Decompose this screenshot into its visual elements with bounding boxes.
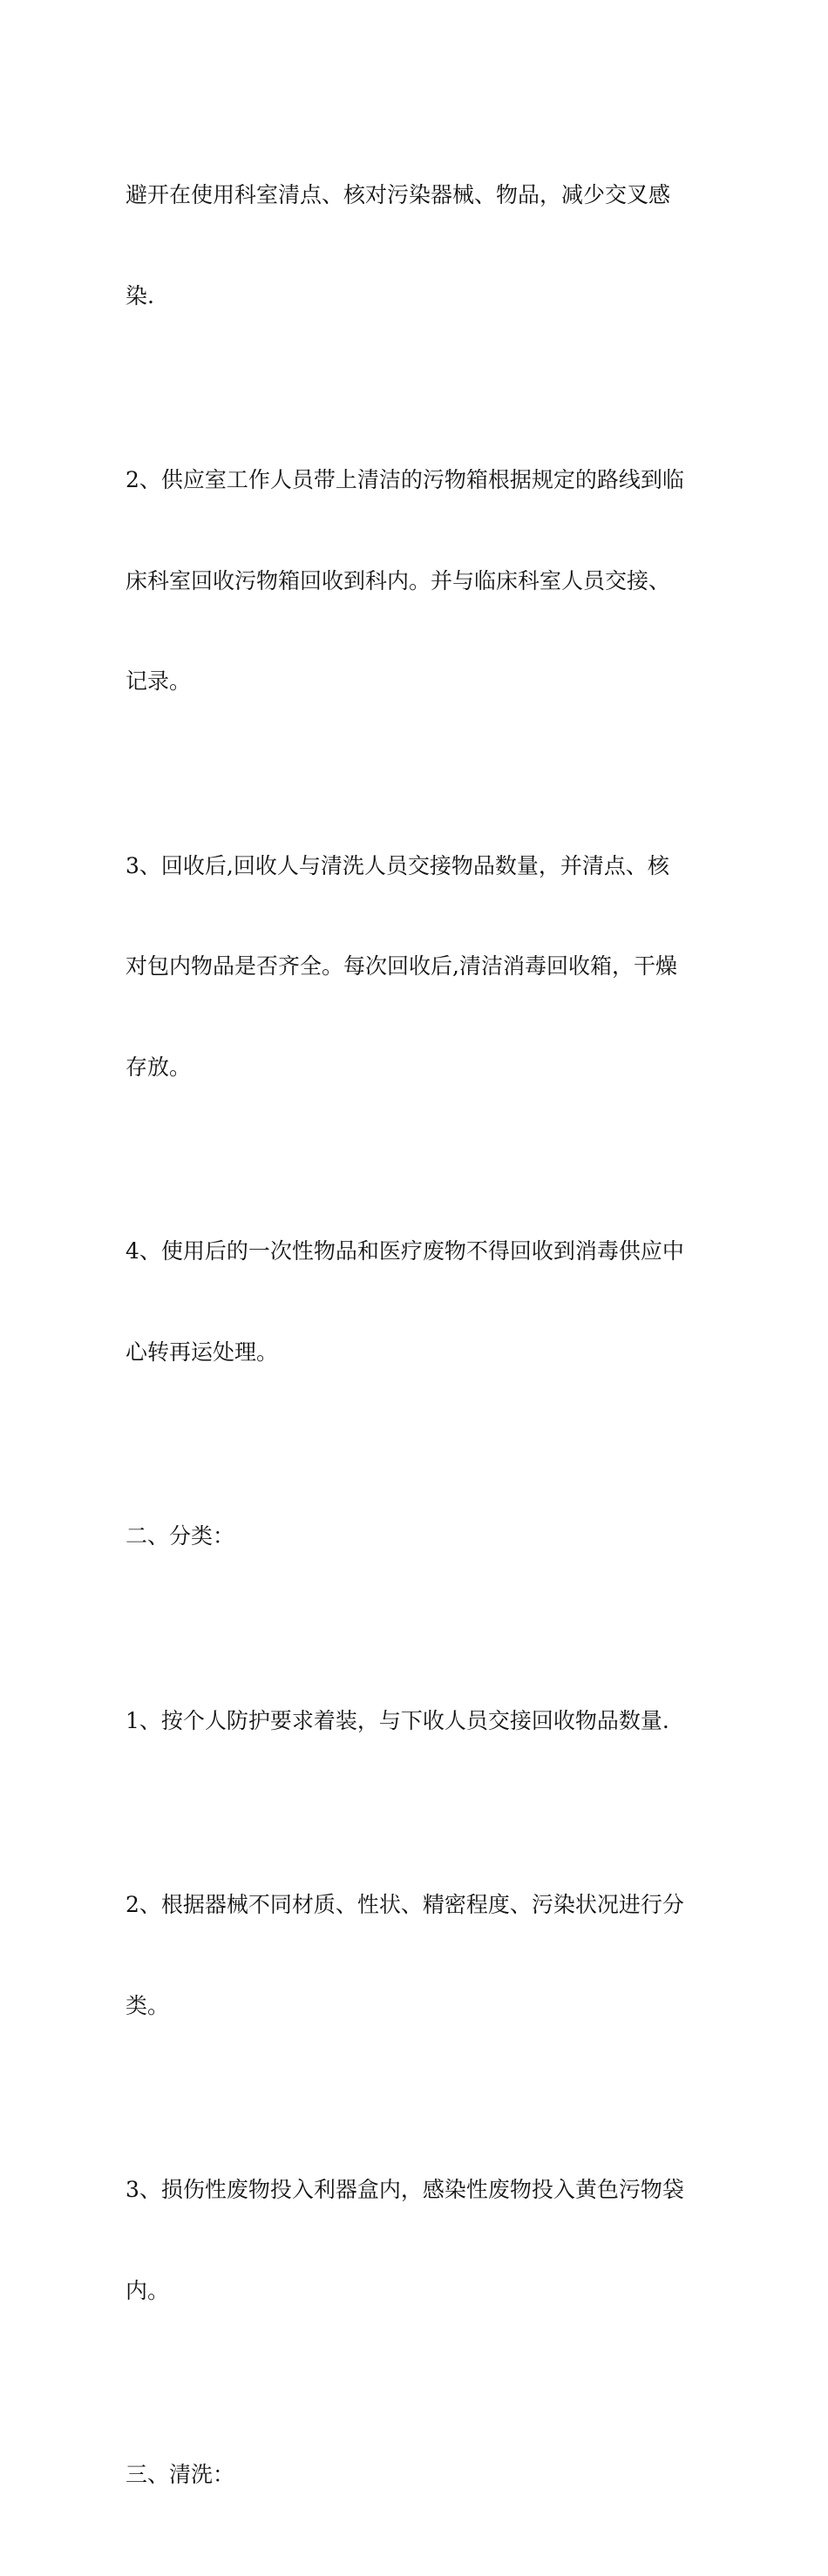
document-body [126,112,704,2576]
section-heading-classification [126,1453,704,1621]
paragraph-2 [126,397,704,766]
text-line: 内。 [126,2277,170,2303]
paragraph-4 [126,1168,704,1436]
text-line: 3、回收后,回收人与清洗人员交接物品数量，并清点、核 [126,852,669,878]
text-line: 染. [126,282,154,308]
text-line: 避开在使用科室清点、核对污染器械、物品，减少交叉感 [126,182,671,207]
text-line: 床科室回收污物箱回收到科内。并与临床科室人员交接、 [126,567,671,593]
text-line: 3、损伤性废物投入利器盒内，感染性废物投入黄色污物袋 [126,2177,684,2202]
paragraph-3 [126,783,704,1152]
heading-text: 二、分类： [126,1523,235,1549]
paragraph-7 [126,2106,704,2375]
heading-text: 三、清洗： [126,2462,235,2487]
text-line: 1、按个人防护要求着装，与下收人员交接回收物品数量. [126,1707,669,1733]
section-heading-cleaning [126,2391,704,2559]
text-line: 2、根据器械不同材质、性状、精密程度、污染状况进行分 [126,1892,684,1917]
text-line: 记录。 [126,668,192,694]
paragraph-6 [126,1821,704,2090]
text-line: 心转再运处理。 [126,1339,279,1365]
text-line: 对包内物品是否齐全。每次回收后,清洁消毒回收箱，干燥 [126,953,677,979]
paragraph-1 [126,112,704,380]
paragraph-5 [126,1637,704,1806]
text-line: 4、使用后的一次性物品和医疗废物不得回收到消毒供应中 [126,1238,684,1264]
text-line: 存放。 [126,1054,192,1080]
text-line: 2、供应室工作人员带上清洁的污物箱根据规定的路线到临 [126,467,684,492]
text-line: 类。 [126,1992,170,2018]
